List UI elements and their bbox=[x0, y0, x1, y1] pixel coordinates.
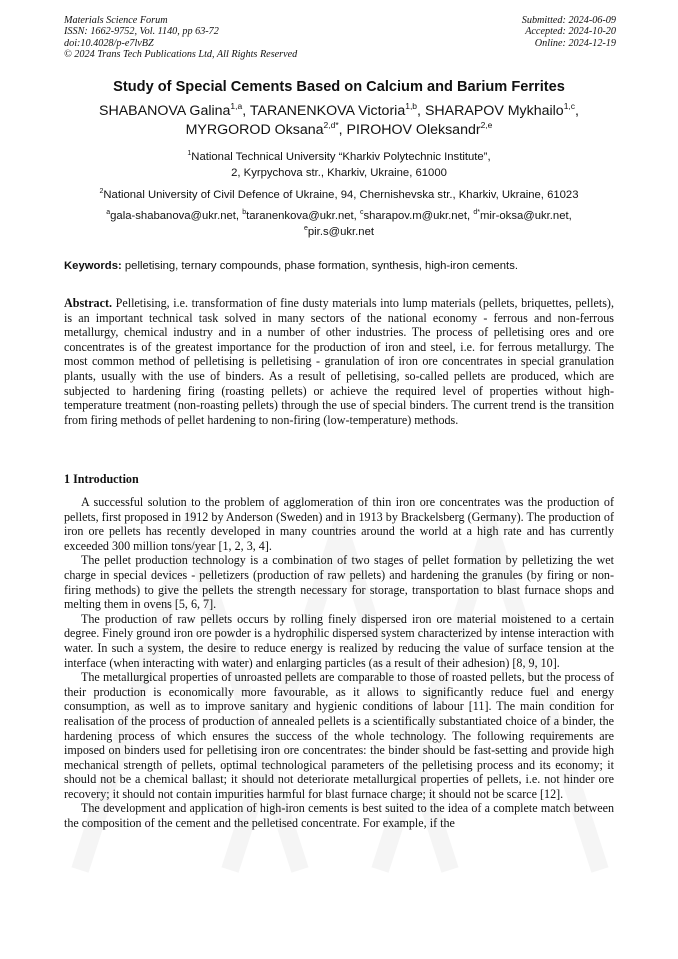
dates-header bbox=[386, 15, 616, 49]
author: TARANENKOVA Victoria$^{1,b}$, bbox=[249, 101, 425, 119]
abstract bbox=[64, 296, 614, 427]
author-emails: $^a$gala-shabanova@ukr.net, $^b$taranenkova@ukr.net, $^c$sharapov.m@ukr.net, $^{d*}$mir-oksa@ukr.net, $^e$pir.s@ukr.net bbox=[106, 209, 572, 238]
copyright: © 2024 Trans Tech Publications Ltd, All Rights Reserved bbox=[64, 49, 298, 61]
abstract-text: Pelletising, i.e. transformation of fine dusty materials into lump materials (pellets, briquettes, pellets), is an important technical task solved in many sectors of the national economy - ferrous and non-ferrous metallurgy, chemical industry and in a number of other industries. The process of pelletising ores and ore concentrates is of the greatest importance for the production of iron and steel, i.e. for ferrous metallurgy. The most common method of pelletising is pelletising - granulation of iron ore concentrates in special granulation plants, usually with the use of binders. As a result of pelletising, so-called pellets are produced, which are subjected to hardening firing (roasting pellets) or achieve the required level of properties without high-temperature treatment (non-roasting pellets) through the use of special binders. The current trend is the transition from firing methods of pellet hardening to non-firing (low-temperature) methods. bbox=[64, 296, 614, 427]
abstract-label: Abstract. bbox=[64, 296, 113, 310]
affiliation-2: $^2$National University of Civil Defence of Ukraine, 94, Chernishevska str., Kharkiv, Ukraine, 61023 bbox=[99, 188, 579, 201]
author: SHABANOVA Galina$^{1,a}$, bbox=[99, 101, 250, 119]
author: MYRGOROD Oksana$^{2,d*}$, bbox=[185, 120, 347, 138]
email[interactable]: $^c$sharapov.m@ukr.net bbox=[359, 209, 468, 222]
online-date: Online: 2024-12-19 bbox=[534, 37, 616, 49]
email[interactable]: $^{d*}$mir-oksa@ukr.net bbox=[473, 209, 569, 222]
email[interactable]: $^a$gala-shabanova@ukr.net bbox=[106, 209, 236, 222]
keywords-text: pelletising, ternary compounds, phase formation, synthesis, high-iron cements. bbox=[121, 260, 518, 272]
doi[interactable]: doi:10.4028/p-e7lvBZ bbox=[64, 37, 154, 49]
submitted-date: Submitted: 2024-06-09 bbox=[521, 15, 616, 26]
paragraph: The pellet production technology is a combination of two stages of pellet formation by pelletizing the wet charge in special devices - pelletizers (production of raw pellets) and hardening the granules (by firing or non-firing methods) to give the pellets the strength necessary for storage, transportation to blast furnace shops and melting them in ovens [5, 6, 7]. bbox=[64, 553, 614, 612]
affiliation-1: $^1$National Technical University “Kharkiv Polytechnic Institute”, 2, Kyrpychova str., Kharkiv, Ukraine, 61000 bbox=[187, 150, 491, 179]
accepted-date: Accepted: 2024-10-20 bbox=[525, 26, 616, 38]
paragraph: The development and application of high-iron cements is best suited to the idea of a complete match between the composition of the cement and the pelletised concentrate. For example, if the bbox=[64, 801, 614, 831]
author: SHARAPOV Mykhailo$^{1,c}$, bbox=[424, 101, 579, 119]
email[interactable]: $^b$taranenkova@ukr.net bbox=[242, 209, 354, 222]
email[interactable]: $^e$pir.s@ukr.net bbox=[303, 224, 374, 238]
paragraph: A successful solution to the problem of agglomeration of thin iron ore concentrates was the production of pellets, first proposed in 1912 by Anderson (Sweden) and in 1913 by Brackelsberg (Germany). The production of iron ore pellets has recently developed in many countries around the world at a high rate and has currently exceeded 300 million tons/year [1, 2, 3, 4]. bbox=[64, 495, 614, 553]
keywords-label: Keywords: bbox=[64, 260, 122, 272]
issn-line: ISSN: 1662-9752, Vol. 1140, pp 63-72 bbox=[64, 26, 219, 38]
paragraph: The metallurgical properties of unroasted pellets are comparable to those of roasted pellets, but the process of their production is economically more favourable, as it allows to significantly reduce fuel and energy consumption, as well as to improve sanitary and hygienic conditions of labour [11]. The main condition for realisation of the process of production of annealed pellets is a scientifically substantiated choice of a binder, the hardening process of which ensures the success of the whole technology. The following requirements are imposed on binders used for pelletising iron ore concentrates: the binder should be fast-setting and provide high mechanical strength of pellets, optimal technological parameters of the pelletising process and its economy; it should not be a chemical ballast; it should not deteriorate metallurgical properties of pellets, i.e. not hinder ore recovery; it should not contain impurities harmful for blast furnace charge; it should not be scarce [12]. bbox=[64, 670, 614, 801]
journal-name: Materials Science Forum bbox=[64, 15, 168, 26]
author: PIROHOV Oleksandr$^{2,e}$ bbox=[346, 120, 493, 138]
paper-title: Study of Special Cements Based on Calcium and Barium Ferrites bbox=[113, 79, 565, 95]
author-list bbox=[40, 102, 638, 140]
journal-header bbox=[64, 15, 394, 61]
keywords bbox=[64, 259, 624, 274]
paragraph: The production of raw pellets occurs by rolling finely dispersed iron ore material moistened to a certain degree. Finely ground iron ore powder is a hydrophilic dispersed system characterized by intense interaction with water. In such a system, the desire to reduce energy is realized by reducing the value of surface tension at the interface (when interacting with water) and enlarging particles (as a result of their adhesion) [8, 9, 10]. bbox=[64, 611, 614, 670]
section-heading: 1 Introduction bbox=[64, 472, 139, 486]
introduction-body bbox=[64, 495, 614, 831]
